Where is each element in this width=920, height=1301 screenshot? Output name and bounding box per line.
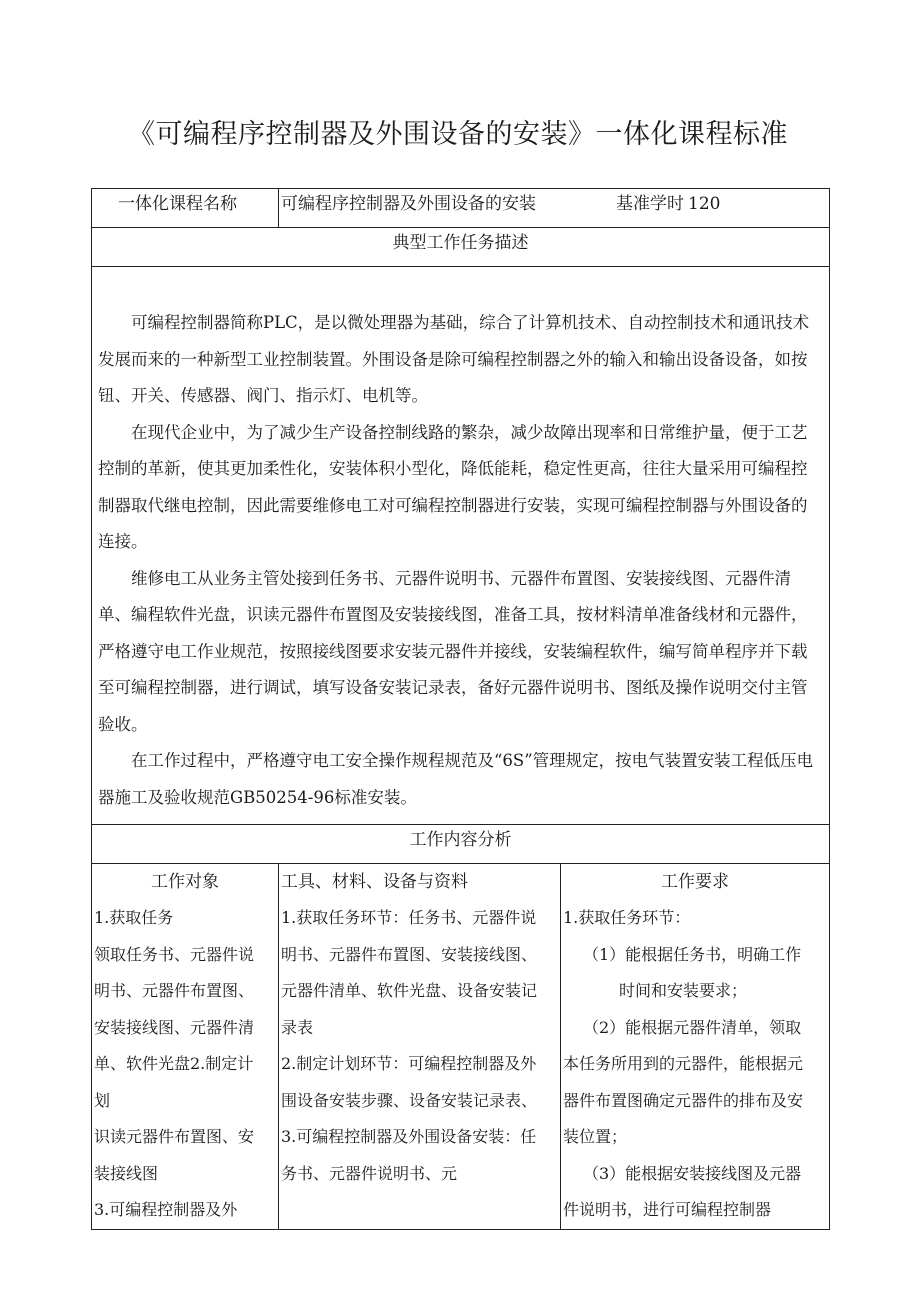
work-objects-line: 识读元器件布置图、安 (94, 1127, 255, 1146)
tools-line: 明书、元器件布置图、安装接线图、 (281, 944, 538, 964)
course-name-label-cell (92, 189, 279, 228)
requirements-line: 件说明书，进行可编程控制器 (563, 1200, 772, 1219)
tools-line: 元器件清单、软件光盘、设备安装记 (281, 981, 538, 1000)
requirements-line: （2）能根据元器件清单，领取 (583, 1017, 802, 1037)
requirements-line: 1.获取任务环节： (563, 908, 691, 927)
task-paragraph-1: 可编程控制器简称PLC，是以微处理器为基础，综合了计算机技术、自动控制技术和通讯技术发展而来的一种新型工业控制装置。外围设备是除可编程控制器之外的输入和输出设备设备，如按钮、开关、传感器、阀门、指示灯、电机等。 (98, 313, 810, 405)
tools-line: 务书、元器件说明书、元 (281, 1163, 458, 1183)
analysis-heading: 工作内容分析 (92, 825, 830, 864)
tools-line: 围设备安装步骤、设备安装记录表、 (281, 1090, 538, 1110)
work-requirements-header: 工作要求 (661, 872, 729, 892)
tools-line: 1.获取任务环节：任务书、元器件说 (281, 908, 537, 927)
course-standard-table (91, 188, 830, 1230)
tools-line: 3.可编程控制器及外围设备安装：任 (281, 1127, 537, 1146)
work-objects-line: 划 (94, 1090, 111, 1110)
requirements-line: 本任务所用到的元器件，能根据元 (563, 1054, 804, 1073)
work-objects-line: 单、软件光盘2.制定计 (94, 1054, 254, 1073)
work-objects-line: 3.可编程控制器及外 (94, 1200, 238, 1219)
course-name-label: 一体化课程名称 (118, 194, 237, 214)
work-objects-line: 明书、元器件布置图、 (94, 981, 255, 1000)
task-heading-row (92, 228, 830, 267)
hours-label: 基准学时 (616, 194, 684, 214)
work-objects-line: 装接线图 (94, 1163, 159, 1183)
requirements-line: 装位置； (563, 1127, 628, 1146)
task-description-row (92, 267, 830, 825)
requirements-line: （1）能根据任务书，明确工作 (583, 944, 802, 964)
task-heading: 典型工作任务描述 (92, 228, 830, 267)
task-paragraph-3: 维修电工从业务主管处接到任务书、元器件说明书、元器件布置图、安装接线图、元器件清单、编程软件光盘，识读元器件布置图及安装接线图，准备工具，按材料清单准备线材和元器件，严格遵守电工作业规范，按照接线图要求安装元器件并接线，安装编程软件，编写简单程序并下载至可编程控制器，进行调试，填写设备安装记录表，备好元器件说明书、图纸及操作说明交付主管验收。 (98, 568, 808, 734)
work-objects-line: 领取任务书、元器件说 (94, 944, 255, 964)
hours-value: 120 (688, 194, 721, 214)
requirements-line: （3）能根据安装接线图及元器 (583, 1163, 802, 1183)
course-name-value: 可编程序控制器及外围设备的安装 (281, 194, 536, 214)
course-name-row (92, 189, 830, 228)
work-objects-header: 工作对象 (151, 872, 219, 892)
task-paragraph-2: 在现代企业中，为了减少生产设备控制线路的繁杂，减少故障出现率和日常维护量，便于工艺控制的革新，使其更加柔性化，安装体积小型化，降低能耗，稳定性更高，往往大量采用可编程控制器取代继电控制，因此需要维修电工对可编程控制器进行安装，实现可编程控制器与外围设备的连接。 (98, 422, 808, 551)
requirements-line: 时间和安装要求； (619, 981, 748, 1000)
course-name-value-cell (279, 189, 830, 228)
requirements-line: 器件布置图确定元器件的排布及安 (563, 1090, 804, 1110)
work-objects-line: 安装接线图、元器件清 (94, 1017, 255, 1037)
analysis-content-row (92, 864, 830, 1230)
tools-line: 录表 (281, 1017, 314, 1037)
work-requirements-cell (561, 864, 830, 1230)
document-title: 《可编程序控制器及外围设备的安装》一体化课程标准 (128, 119, 788, 150)
tools-materials-header: 工具、材料、设备与资料 (281, 872, 468, 892)
task-description-cell (92, 267, 830, 825)
work-objects-cell (92, 864, 279, 1230)
tools-materials-cell (279, 864, 561, 1230)
task-paragraph-4: 在工作过程中，严格遵守电工安全操作规程规范及“6S”管理规定，按电气装置安装工程低压电器施工及验收规范GB50254-96标准安装。 (98, 751, 814, 807)
work-objects-line: 1.获取任务 (94, 908, 174, 927)
tools-line: 2.制定计划环节：可编程控制器及外 (281, 1054, 537, 1073)
analysis-heading-row (92, 825, 830, 864)
